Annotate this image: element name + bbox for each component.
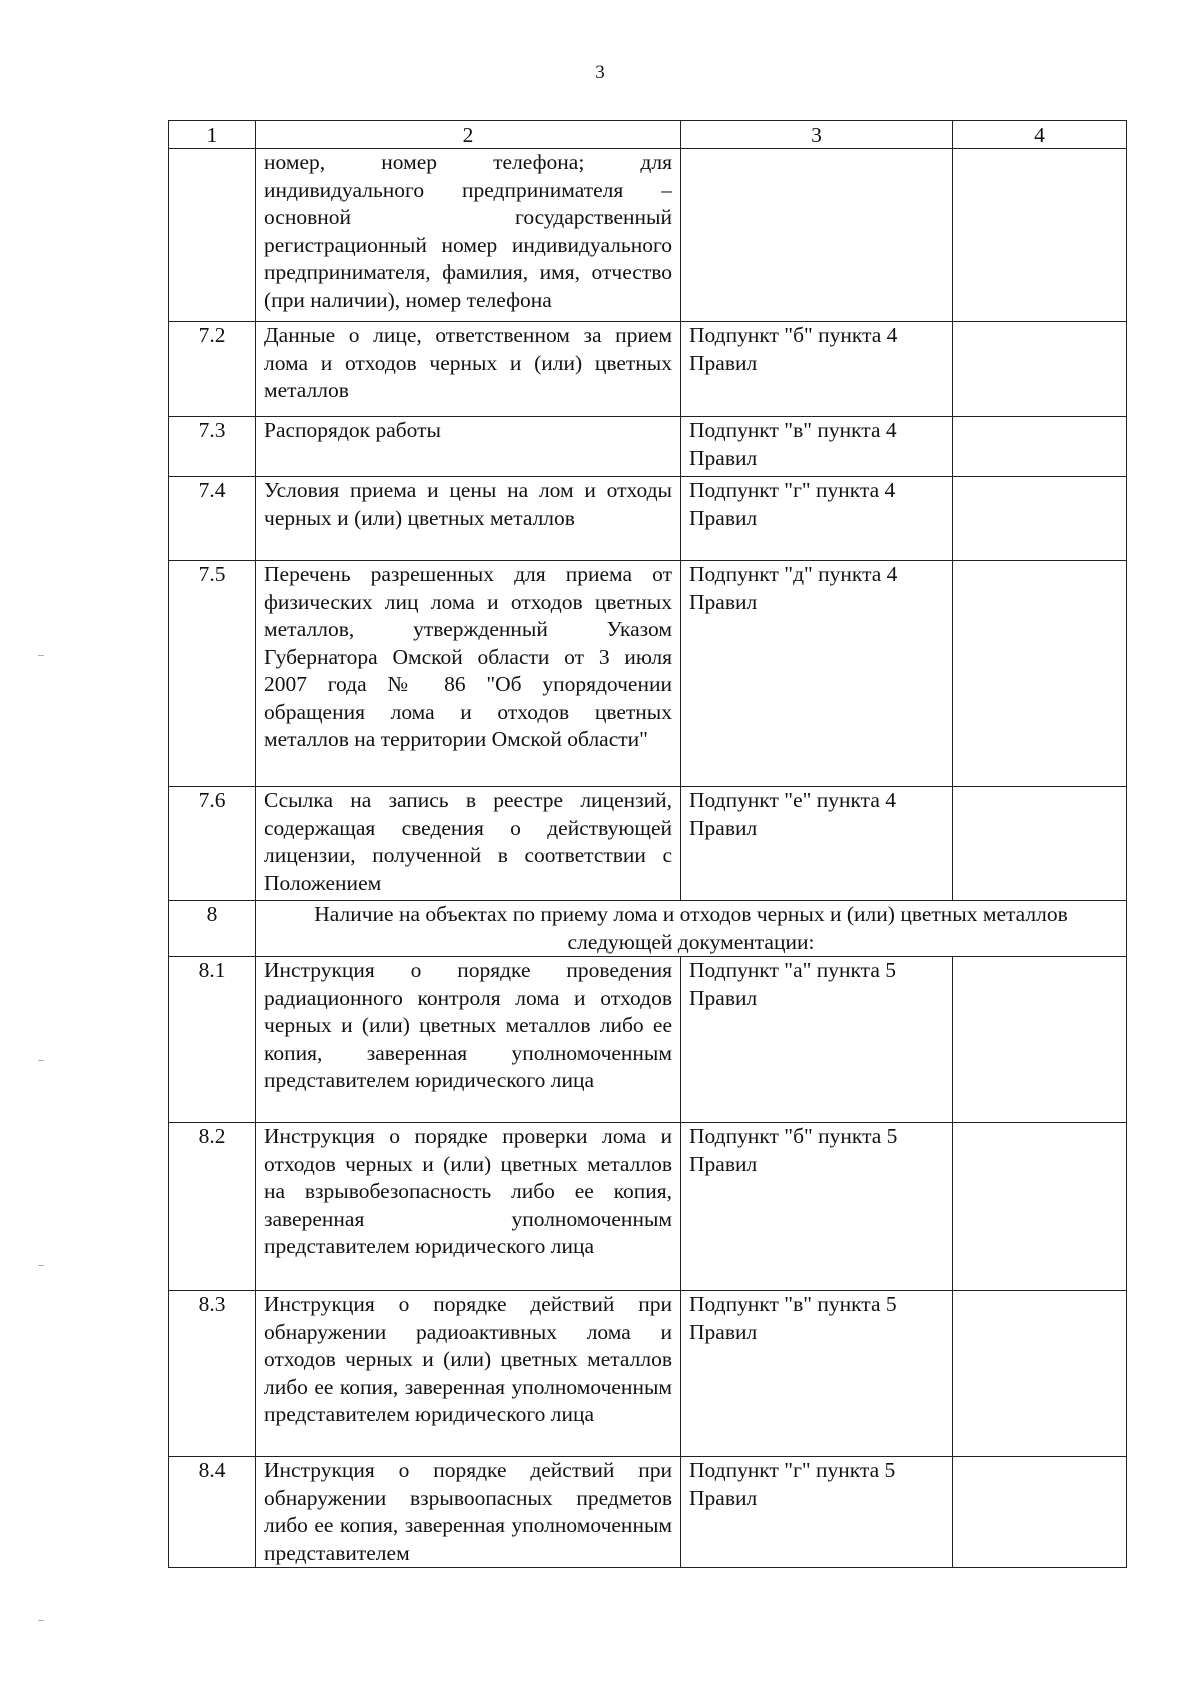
row-description: Данные о лице, ответственном за прием лома и отходов черных и (или) цветных металлов	[256, 322, 681, 417]
row-number: 8.1	[169, 957, 256, 1123]
row-extra	[953, 149, 1127, 322]
row-reference: Подпункт "д" пункта 4 Правил	[681, 561, 953, 787]
column-header-3: 3	[681, 121, 953, 149]
row-description: Перечень разрешенных для приема от физических лиц лома и отходов цветных металлов, утвержденный Указом Губернатора Омской области от 3 июля 2007 года № 86 "Об упорядочении обращения лома и отходов цветных металлов на территории Омской области"	[256, 561, 681, 787]
row-number: 8.3	[169, 1291, 256, 1457]
scan-margin-mark	[38, 1060, 44, 1061]
row-extra	[953, 957, 1127, 1123]
scan-margin-mark	[38, 1265, 44, 1266]
row-extra	[953, 477, 1127, 561]
row-number	[169, 149, 256, 322]
row-description: Инструкция о порядке проверки лома и отходов черных и (или) цветных металлов на взрывобезопасность либо ее копия, заверенная уполномоченным представителем юридического лица	[256, 1123, 681, 1291]
row-number: 7.5	[169, 561, 256, 787]
row-reference: Подпункт "б" пункта 4 Правил	[681, 322, 953, 417]
row-reference: Подпункт "е" пункта 4 Правил	[681, 787, 953, 901]
table-row-7-4	[169, 477, 1127, 561]
table-row-8-1	[169, 957, 1127, 1123]
column-header-4: 4	[953, 121, 1127, 149]
row-description: Ссылка на запись в реестре лицензий, содержащая сведения о действующей лицензии, полученной в соответствии с Положением	[256, 787, 681, 901]
row-reference: Подпункт "а" пункта 5 Правил	[681, 957, 953, 1123]
row-number: 7.4	[169, 477, 256, 561]
section-title: Наличие на объектах по приему лома и отходов черных и (или) цветных металлов следующей документации:	[256, 901, 1127, 957]
row-description: Инструкция о порядке действий при обнаружении радиоактивных лома и отходов черных и (или) цветных металлов либо ее копия, заверенная уполномоченным представителем юридического лица	[256, 1291, 681, 1457]
row-extra	[953, 417, 1127, 477]
row-extra	[953, 1123, 1127, 1291]
row-description: Условия приема и цены на лом и отходы черных и (или) цветных металлов	[256, 477, 681, 561]
row-extra	[953, 561, 1127, 787]
section-number: 8	[169, 901, 256, 957]
row-number: 8.2	[169, 1123, 256, 1291]
page-number: 3	[595, 62, 605, 83]
row-description: номер, номер телефона; для индивидуального предпринимателя – основной государственный регистрационный номер индивидуального предпринимателя, фамилия, имя, отчество (при наличии), номер телефона	[256, 149, 681, 322]
table-row-8-3	[169, 1291, 1127, 1457]
row-number: 8.4	[169, 1457, 256, 1568]
row-reference: Подпункт "г" пункта 5 Правил	[681, 1457, 953, 1568]
requirements-table	[168, 120, 1127, 1568]
row-extra	[953, 787, 1127, 901]
row-reference: Подпункт "в" пункта 5 Правил	[681, 1291, 953, 1457]
scan-margin-mark	[38, 655, 44, 656]
table-row-continuation	[169, 149, 1127, 322]
table-row-8-2	[169, 1123, 1127, 1291]
row-reference: Подпункт "г" пункта 4 Правил	[681, 477, 953, 561]
scan-margin-mark	[38, 1620, 44, 1621]
table-row-7-5	[169, 561, 1127, 787]
table-row-7-6	[169, 787, 1127, 901]
row-number: 7.3	[169, 417, 256, 477]
row-description: Инструкция о порядке проведения радиационного контроля лома и отходов черных и (или) цветных металлов либо ее копия, заверенная уполномоченным представителем юридического лица	[256, 957, 681, 1123]
table-header-row	[169, 121, 1127, 149]
row-number: 7.6	[169, 787, 256, 901]
row-description: Инструкция о порядке действий при обнаружении взрывоопасных предметов либо ее копия, заверенная уполномоченным представителем	[256, 1457, 681, 1568]
row-reference: Подпункт "б" пункта 5 Правил	[681, 1123, 953, 1291]
table-row-7-2	[169, 322, 1127, 417]
column-header-1: 1	[169, 121, 256, 149]
row-extra	[953, 1457, 1127, 1568]
row-extra	[953, 1291, 1127, 1457]
row-number: 7.2	[169, 322, 256, 417]
column-header-2: 2	[256, 121, 681, 149]
table-section-row-8	[169, 901, 1127, 957]
row-extra	[953, 322, 1127, 417]
row-reference: Подпункт "в" пункта 4 Правил	[681, 417, 953, 477]
table-row-8-4	[169, 1457, 1127, 1568]
table-row-7-3	[169, 417, 1127, 477]
row-description: Распорядок работы	[256, 417, 681, 477]
row-reference	[681, 149, 953, 322]
